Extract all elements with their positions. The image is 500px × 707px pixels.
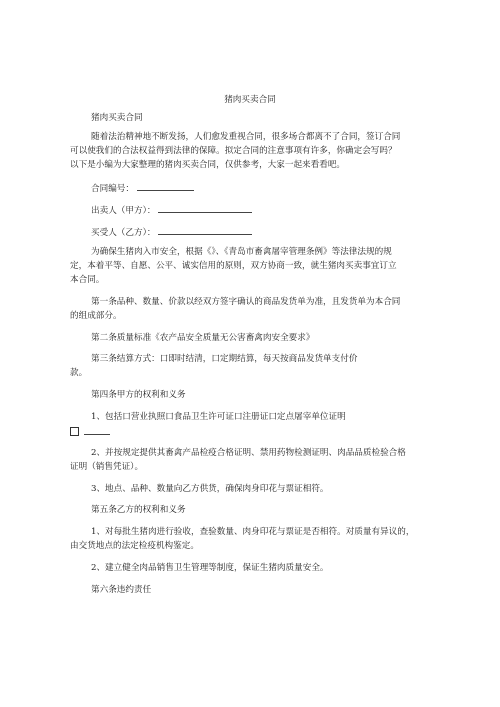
article-6-heading: 第六条违约责任 <box>91 585 152 595</box>
document-title: 猪肉买卖合同 <box>224 95 276 105</box>
seller-field <box>91 202 252 219</box>
article-4-item-1-cont <box>70 424 110 441</box>
buyer-blank <box>158 224 252 235</box>
article-4-item-2-line-2: 证明（销售凭证）。 <box>70 462 144 472</box>
intro-line-2: 可以使我们的合法权益得到法律的保障。拟定合同的注意事项有许多，你确定会写吗？ <box>70 146 397 156</box>
article-4-item-1: 1、包括口营业执照口食品卫生许可证口注册证口定点屠宰单位证明 <box>91 412 346 422</box>
article-3-line-1: 第三条结算方式：口即时结清，口定期结算，每天按商品发货单支付价 <box>91 354 358 364</box>
article-1-line-2: 的组成部分。 <box>70 311 122 321</box>
preamble-line-1: 为确保生猪肉入市安全，根据《》、《青岛市畜禽屠宰管理条例》等法律法规的规 <box>91 247 392 257</box>
article-5-item-1-line-2: 由交货地点的法定检疫机构鉴定。 <box>70 541 199 551</box>
article-5-item-1-line-1: 1、对每批生猪肉进行验收，查验数量、肉身印花与票证是否相符。对质量有异议的， <box>91 527 415 537</box>
document-subtitle: 猪肉买卖合同 <box>91 113 143 123</box>
contract-number-field <box>91 180 194 197</box>
checkbox-icon <box>70 427 79 436</box>
intro-line-1: 随着法治精神地不断发扬，人们愈发重视合同，很多场合都离不了合同，签订合同 <box>91 132 401 142</box>
article-4-item-3: 3、地点、品种、数量向乙方供货，确保肉身印花与票证相符。 <box>91 484 329 494</box>
seller-label: 出卖人（甲方）： <box>91 206 156 216</box>
preamble-line-2: 定，本着平等、自愿、公平、诚实信用的原则，双方协商一致，就生猪肉买卖事宜订立 <box>70 261 397 271</box>
seller-blank <box>158 202 252 213</box>
article-2: 第二条质量标准《农产品安全质量无公害畜禽肉安全要求》 <box>91 333 315 343</box>
certificate-blank <box>84 424 110 435</box>
article-4-heading: 第四条甲方的权利和义务 <box>91 390 186 400</box>
article-5-item-2: 2、建立健全肉品销售卫生管理等制度，保证生猪肉质量安全。 <box>91 563 329 573</box>
article-4-item-2-line-1: 2、并按规定提供其畜禽产品检疫合格证明、禁用药物检测证明、肉品品质检验合格 <box>91 448 406 458</box>
buyer-label: 买受人（乙方）： <box>91 228 156 238</box>
contract-number-blank <box>137 180 194 191</box>
buyer-field <box>91 224 252 241</box>
article-3-line-2: 款。 <box>70 368 88 378</box>
contract-number-label: 合同编号： <box>91 184 134 194</box>
article-1-line-1: 第一条品种、数量、价款以经双方签字确认的商品发货单为准，且发货单为本合同 <box>91 297 401 307</box>
preamble-line-3: 本合同。 <box>70 275 105 285</box>
intro-line-3: 以下是小编为大家整理的猪肉买卖合同，仅供参考，大家一起来看看吧。 <box>70 160 346 170</box>
article-5-heading: 第五条乙方的权利和义务 <box>91 505 186 515</box>
